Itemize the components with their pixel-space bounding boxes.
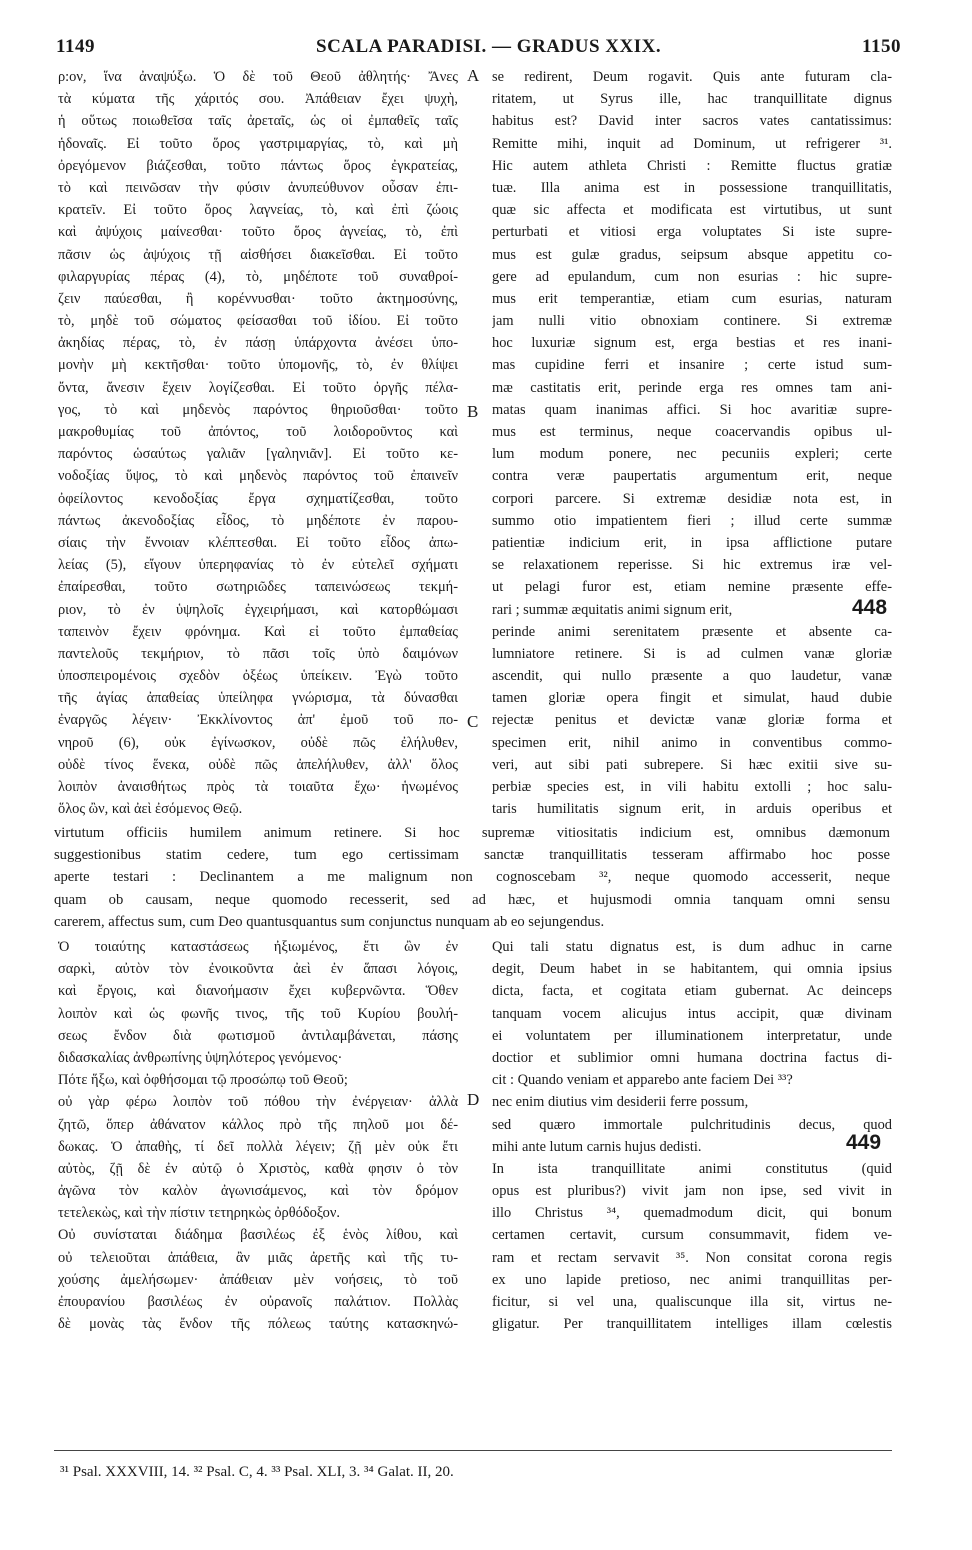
text-line: degit, Deum habet in se habitantem, qui omnia ipsius (492, 961, 892, 978)
text-line: τετελεκὼς, καὶ τὴν πίστιν τετηρηκὼς ὀρθόδοξον. (58, 1205, 340, 1222)
text-line: ἐπαίρεσθαι, τοῦτο σωτηριῶδες ταπεινώσεως τεκμή- (58, 579, 458, 596)
text-line: Hic autem athleta Christi : Remitte fluctus gratiæ (492, 157, 892, 174)
margin-marker-a: A (467, 66, 480, 85)
text-line: habitus est? David inter sacros vates cantatissimus: (492, 113, 892, 130)
text-line: σαρκὶ, αὐτὸν τὸν ἐνοικοῦντα ἀεὶ ἐν ἅπασι λόγοις, (58, 961, 458, 978)
text-line: cit : Quando veniam et apparebo ante faciem Dei ³³? (492, 1072, 793, 1089)
text-line: ἀκηδίας πέρας, τὸ, ἐν πάσῃ ὑπάρχοντα ἀνέσει ὑπο- (58, 335, 458, 352)
text-line: πᾶσιν ὡς ἀψύχοις τῇ αἰσθήσει διακεῖσθαι. Εἰ τοῦτο (58, 246, 458, 263)
text-line: mas cupidine ferri et insanire ; certe istud sum- (492, 357, 892, 374)
text-line: lumniatore retinere. Si is ad culmen vanæ gloriæ (492, 645, 892, 662)
text-line: σεως ἔνδον διὰ φωτισμοῦ ἀντιλαμβάνεται, πάσης (58, 1027, 458, 1044)
text-line: matas quam inanimas affici. Si hoc avaritiæ supre- (492, 401, 892, 418)
page-number-right: 1150 (862, 36, 901, 57)
text-line: gere ad epulandum, cum non esurias : hic supre- (492, 268, 892, 285)
text-line: ἐπουρανίου βασιλέως ἐν οὐρανοῖς παλάτιον. Πολλὰς (58, 1294, 458, 1310)
text-line: ut pelagi furor est, etiam nemine præsente effe- (492, 579, 892, 596)
text-line: αὐτὸς, ζῇ δὲ ἐν αὐτῷ ὁ Χριστὸς, καθὰ φησιν ὁ τὸν (58, 1160, 458, 1177)
text-line: παντελοῦς τεκμήριον, τὸ πᾶσι τοῖς ὑπὸ δαιμόνων (58, 645, 458, 662)
text-line: καὶ ἔργοις, καὶ διανοήμασιν ἔχει κυβερνῶντα. Ὅθεν (58, 983, 458, 1000)
text-line: summo otio impatientem fieri ; illud certe summæ (492, 512, 892, 529)
text-line: mihi ante lutum carnis hujus dedisti. (492, 1138, 702, 1155)
text-line: λοιπὸν ἀναισθήτως πρὸς τὰ τοιαῦτα ἔχω· ἡνωμένος (58, 779, 458, 795)
text-line: ram et rectam servavit ³⁵. Non consitat corona regis (492, 1249, 892, 1266)
text-line: gligatur. Per tranquillitatem intelliges illam cœlestis (492, 1316, 892, 1333)
text-line: tamen gloriæ opera fingit et simulat, haud dubie (492, 690, 892, 707)
text-line: φιλαργυρίας πέρας (4), τὸ, μηδέποτε τοῦ συναθροί- (58, 268, 458, 285)
text-line: γος, τὸ καὶ μηδενὸς παρόντος θηριοῦσθαι· τοῦτο (58, 401, 458, 418)
text-line: ὑποσπειρομένοις σχεδὸν ὀξέως ὑπείκειν. Ἐγὼ τοῦτο (58, 668, 458, 685)
text-line: οὐ τελειοῦται ἀπάθεια, ἂν μιᾶς ἀρετῆς καὶ τῆς τυ- (58, 1249, 458, 1266)
text-line: δωκας. Ὁ ἀπαθὴς, τί δεῖ πολλὰ λέγειν; ζῇ μὲν οὐκ ἔτι (58, 1138, 458, 1155)
text-line: hoc luxuriæ signum est, erga bestias et res inani- (492, 335, 892, 352)
text-line: sed quæro immortale pulchritudinis decus, quod (492, 1116, 892, 1133)
text-line: ταπεινὸν ἔχειν φρόνημα. Καὶ εἰ τοῦτο ἐμπαθείας (58, 623, 458, 640)
running-title: SCALA PARADISI. — GRADUS XXIX. (316, 36, 662, 57)
text-line: ρ:ον, ἵνα ἀναψύξω. Ὁ δὲ τοῦ Θεοῦ ἀθλητής· Ἄνες (58, 69, 458, 85)
text-line: τὸ, μηδὲ τοῦ σώματος φείσασθαι τοῦ ἰδίου. Εἰ τοῦτο (58, 313, 458, 330)
text-line: πάντως ἀκενοδοξίας εἶδος, τὸ μηδέποτε ἐν παρου- (58, 512, 458, 529)
text-line: ritatem, ut Syrus ille, hac tranquillitate dignus (492, 91, 892, 108)
text-line: ζητῶ, ὅπερ ἀθάνατον κάλλος πρὸ τῆς πηλοῦ μοι δέ- (58, 1116, 458, 1133)
text-line: λοιπὸν καὶ ὡς φωνῆς τινος, τῆς τοῦ Κυρίου βουλή- (58, 1005, 458, 1022)
text-line: τῆς ἁγίας ἀπαθείας ὑπείληφα γνώρισμα, τὰ δύνασθαι (58, 690, 458, 707)
text-line: rejectæ penitus et devictæ vanæ gloriæ forma et (492, 712, 892, 729)
text-line: In ista tranquillitate animi constitutus (quid (492, 1160, 892, 1177)
margin-marker-d: D (467, 1090, 480, 1109)
text-line: Ὁ τοιαύτης καταστάσεως ἠξιωμένος, ἔτι ὢν ἐν (58, 939, 458, 955)
text-line: ficitur, si vel una, qualiscunque illa sit, virtus ne- (492, 1294, 892, 1310)
text-line: perbiæ species est, in vili habitu extolli ; hoc salu- (492, 779, 892, 795)
text-line: ὀρεγόμενον βιάζεσθαι, τοῦτο πάντως ὅρος ἐγκρατείας, (58, 157, 458, 174)
text-line: patientiæ indicium erit, in ipsa afflictione putare (492, 534, 892, 551)
text-line: opus est pluribus?) vivit jam non ipse, sed vivit in (492, 1183, 892, 1200)
text-line: quæ sic affecta et modificata est virtutibus, ut sunt (492, 202, 892, 219)
text-line: Qui tali statu dignatus est, is dum adhuc in carne (492, 939, 892, 955)
text-line: νηροῦ (6), οὐκ ἐγίνωσκον, οὐδὲ πῶς ἐλήλυθεν, (58, 734, 458, 751)
text-line: μακροθυμίας τοῦ ἀπόντος, τοῦ λοιδοροῦντος καὶ (58, 424, 458, 440)
text-line: dicta, facta, et cogitata etiam gubernat. Ac deinceps (492, 983, 892, 1000)
text-line: παρόντος ὡσαύτως γαλιᾶν [γαληνιᾶν]. Εἰ τοῦτο κε- (58, 446, 458, 463)
text-line: corpori parcere. Si extremæ desidiæ nota est, in (492, 490, 892, 507)
text-line: οὐ γὰρ φέρω λοιπὸν τοῦ πόθου τὴν ἐνέργειαν· ἀλλὰ (58, 1094, 458, 1111)
text-line: λείας (5), εἴγουν ὑπερηφανίας τὸ ἐν εὐτελεῖ σχήματι (58, 557, 458, 574)
text-line: se relaxationem reperisse. Si hic extremus iræ vel- (492, 557, 892, 574)
text-line: mus est gulæ gradus, seipsum absque appetitu co- (492, 246, 892, 263)
latin-full-width-paragraph (54, 822, 890, 933)
text-line: ὄντα, ἄνεσιν ἔχειν λογίζεσθαι. Εἰ τοῦτο ὀργῆς πέλα- (58, 379, 458, 396)
text-line: perinde animi serenitatem præsente et absente ca- (492, 623, 892, 640)
text-line: ex uno lapide pretioso, nec animi tranquillitas per- (492, 1271, 892, 1288)
text-line: τὰ κύματα τῆς χάριτός σου. Ἀπάθειαν ἔχει ψυχὴ, (58, 91, 458, 108)
margin-marker-c: C (467, 712, 479, 731)
text-line: specimen erit, nihil animo in conventibus commo- (492, 734, 892, 751)
page-number-left: 1149 (56, 36, 95, 57)
text-line: ἡδοναῖς. Εἰ τοῦτο ὅρος γαστριμαργίας, τὸ, καὶ μὴ (58, 135, 458, 152)
text-line: νοδοξίας ὕψος, τὸ καὶ μηδενὸς παρόντος τοῦ ἐπαινεῖν (58, 468, 458, 485)
text-line: οὐδὲ τίνος ἕνεκα, οὐδὲ πῶς ἀπελήλυθεν, ἀλλ' ὅλος (58, 756, 458, 773)
latin-column-bottom (492, 936, 892, 1346)
footnote-rule (54, 1450, 892, 1451)
margin-marker-b: B (467, 402, 479, 421)
text-line: tuæ. Illa anima est in possessione tranquillitatis, (492, 179, 892, 196)
text-line: rari ; summæ æquitatis animi signum erit, (492, 601, 733, 618)
text-line: ascendit, qui nullo præsente a quo laudetur, vanæ (492, 668, 892, 685)
text-line: ei voluntatem per illuminationem interpretatur, unde (492, 1027, 892, 1044)
footnotes: ³¹ Psal. XXXVIII, 14. ³² Psal. C, 4. ³³ Psal. XLI, 3. ³⁴ Galat. II, 20. (60, 1464, 454, 1480)
text-line: mæ castitatis erit, perinde erga res omnes tam ani- (492, 379, 892, 396)
text-line: quam ob causam, neque quomodo recesserit, sed ad hæc, et hujusmodi omnia tanquam omni sensu (54, 891, 890, 908)
text-line: se redirent, Deum rogavit. Quis ante futuram cla- (492, 69, 892, 85)
text-line: Πότε ἥξω, καὶ ὀφθήσομαι τῷ προσώπῳ τοῦ Θεοῦ; (58, 1072, 348, 1089)
text-line: virtutum officiis humilem animum retinere. Si hoc supremæ vitiositatis indicium est, omnibus dæmonum (54, 825, 890, 841)
text-line: καὶ ἀψύχοις μαίνεσθαι· τοῦτο ὅρος ἁγνείας, τὸ, ἐπὶ (58, 224, 458, 241)
text-line: perturbati et vitiosi erga voluptates Si iste supre- (492, 224, 892, 241)
text-line: doctior et sublimior omni humana doctrina factus di- (492, 1049, 892, 1066)
text-line: suggestionibus statim cedere, tum ego certissimam sanctæ tranquillitatis tesseram affirmabo hoc posse (54, 847, 890, 864)
text-line: χούσης ἀμελήσωμεν· ἀπάθειαν μὲν νοήσεις, τὸ τοῦ (58, 1271, 458, 1288)
latin-column-top (492, 66, 892, 826)
text-line: δὲ μονὰς τὰς ἔνδον τῆς πόλεως ταύτης κατασκηνώ- (58, 1316, 458, 1333)
text-line: nec enim diutius vim desiderii ferre possum, (492, 1094, 749, 1111)
text-line: Οὐ συνίσταται διάδημα βασιλέως ἐξ ἑνὸς λίθου, καὶ (58, 1227, 458, 1244)
text-line: illo Christus ³⁴, quemadmodum dicit, qui bonum (492, 1205, 892, 1222)
greek-column-bottom (58, 936, 458, 1346)
text-line: tanquam vocem alicujus intus accipit, quæ divinam (492, 1005, 892, 1022)
greek-column-top (58, 66, 458, 826)
text-line: jam nulli vitio obnoxiam continere. Si extremæ (492, 313, 892, 330)
text-line: ριον, τὸ ἐν ὑψηλοῖς ἐγχειρήμασι, καὶ κατορθώμασι (58, 601, 458, 618)
text-line: κρατεῖν. Εἰ τοῦτο ὅρος λαγνείας, τὸ, καὶ ἐπὶ ζώοις (58, 202, 458, 219)
text-line: contra veræ paupertatis argumentum erit, neque (492, 468, 892, 485)
text-line: τὸ καὶ πεινῶσαν τὴν φύσιν ἀνυπεύθυνον οὖσαν ἐπι- (58, 179, 458, 196)
text-line: ζειν παύεσθαι, ἢ κορέννυσθαι· τοῦτο ἀκτημοσύνης, (58, 290, 458, 307)
text-line: veri, aut sibi pati subrepere. Si hæc exitii sive su- (492, 756, 892, 773)
text-line: ὅλος ὢν, καὶ ἀεὶ ἐσόμενος Θεῷ. (58, 801, 243, 818)
text-line: ὀφείλοντος κενοδοξίας ἔργα σχηματίζεσθαι, τοῦτο (58, 490, 458, 507)
text-line: ἐναργῶς λέγειν· Ἐκκλίνοντος ἀπ' ἐμοῦ τοῦ πο- (58, 712, 458, 729)
text-line: Remitte mihi, inquit ad Dominum, ut refrigerer ³¹. (492, 135, 892, 152)
text-line: ἀγῶνα τὸν καλὸν ἀγωνισάμενος, καὶ τὸν δρόμον (58, 1183, 458, 1200)
text-line: mus erit temperantiæ, etiam cum esurias, naturam (492, 290, 892, 307)
text-line: taris humilitatis signum erit, in arduis operibus et (492, 801, 892, 818)
text-line: μονὴν μὴ κεκτῆσθαι· τοῦτο ὑπομονῆς, τὸ, ἐν θλίψει (58, 357, 458, 374)
text-line: lum modum ponere, nec pecuniis expleri; certe (492, 446, 892, 463)
text-line: aperte testari : Declinantem a me malignum non cognoscebam ³², neque quomodo accesserit, neque (54, 869, 890, 886)
column-number-448: 448 (852, 596, 888, 619)
text-line: carerem, affectus sum, cum Deo quantusquantus sum conjunctus nunquam ab eo sejungendus. (54, 913, 605, 930)
text-line: mus est terminus, neque coacervandis opibus ul- (492, 424, 892, 440)
column-number-449: 449 (846, 1131, 882, 1154)
text-line: σίαις τὴν ἔννοιαν κλέπτεσθαι. Εἰ τοῦτο εἶδος ἀπω- (58, 534, 458, 551)
text-line: ἡ οὕτως ποιωθεῖσα ταῖς ἀρεταῖς, ὡς οἱ ἐμπαθεῖς ταῖς (58, 113, 458, 130)
text-line: certamen certavit, cursum consummavit, fidem ve- (492, 1227, 892, 1244)
text-line: διδασκαλίας ἀνθρωπίνης ὑψηλότερος γενόμενος· (58, 1049, 343, 1066)
